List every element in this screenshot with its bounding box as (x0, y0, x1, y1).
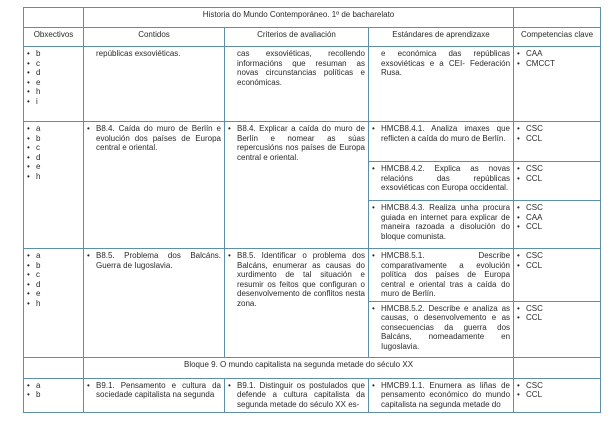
competencias-cell (514, 162, 601, 201)
competencias-list (517, 164, 597, 183)
competencias-list (517, 203, 597, 232)
list-item: • e (27, 78, 80, 88)
list-item: • CSC (517, 304, 597, 314)
competencias-list (517, 381, 597, 400)
competencias-cell (514, 122, 601, 162)
criterios-text: • B8.5. Identificar o problema dos Balcáns, enumerar as causas do xurdimento de tal situación e resumir os feitos que configuran o desenvolvemento de conflitos nesta zona. (228, 251, 365, 308)
header-competencias: Competencias clave (514, 28, 601, 47)
list-item: • CCL (517, 261, 597, 271)
list-item: • CCL (517, 390, 597, 400)
empty-bloque-cell (24, 357, 84, 378)
list-item: • h (27, 172, 80, 182)
list-item: • h (27, 87, 80, 97)
estandares-cell (369, 122, 514, 162)
competencias-cell (514, 378, 601, 412)
contidos-text: • B8.5. Problema dos Balcáns. Guerra de Iugoslavia. (87, 251, 221, 270)
table-row (24, 47, 601, 122)
list-item: • b (27, 390, 80, 400)
estandar-text: • HMCB8.5.2. Describe e analiza as causas, o desenvolvemento e as consecuencias da guerra dos Balcáns, nomeadamente en Iugoslavia. (372, 304, 510, 352)
list-item: • e (27, 162, 80, 172)
list-item: • c (27, 59, 80, 69)
obxectivos-cell (24, 122, 84, 249)
obxectivos-list (27, 124, 80, 181)
criterios-cell (225, 249, 369, 358)
list-item: • c (27, 270, 80, 280)
contidos-cell (84, 47, 225, 122)
list-item: • CSC (517, 251, 597, 261)
estandar-text: • HMCB9.1.1. Enumera as liñas de pensamento económico do mundo capitalista na segunda metade do (372, 381, 510, 410)
list-item: • a (27, 124, 80, 134)
estandares-cell (369, 47, 514, 122)
competencias-cell (514, 201, 601, 249)
obxectivos-list (27, 251, 80, 308)
estandares-cell (369, 162, 514, 201)
competencias-list (517, 49, 597, 68)
criterios-text: • B9.1. Distinguir os postulados que defende a cultura capitalista da segunda metade do século XX es- (228, 381, 365, 410)
list-item: • CSC (517, 164, 597, 174)
obxectivos-cell (24, 249, 84, 358)
table-row (24, 378, 601, 412)
estandar-text: e económica das repúblicas exsoviéticas e a CEI- Federación Rusa. (381, 49, 511, 77)
criterios-cell (225, 47, 369, 122)
empty-bloque-cell (514, 357, 601, 378)
list-item: • CCL (517, 174, 597, 184)
header-estandares: Estándares de aprendizaxe (369, 28, 514, 47)
estandares-cell (369, 378, 514, 412)
obxectivos-cell (24, 47, 84, 122)
estandares-cell (369, 201, 514, 249)
obxectivos-list (27, 381, 80, 400)
list-item: • c (27, 143, 80, 153)
competencias-cell (514, 301, 601, 357)
list-item: • CAA (517, 49, 597, 59)
bloque-heading: Bloque 9. O mundo capitalista na segunda metade do século XX (84, 357, 514, 378)
list-item: • e (27, 289, 80, 299)
obxectivos-list (27, 49, 80, 106)
criterios-cell (225, 378, 369, 412)
criterios-cell (225, 122, 369, 249)
competencias-list (517, 124, 597, 143)
empty-title-cell (514, 8, 601, 28)
list-item: • b (27, 49, 80, 59)
list-item: • b (27, 261, 80, 271)
list-item: • d (27, 280, 80, 290)
list-item: • CCL (517, 313, 597, 323)
contidos-text: • B8.4. Caída do muro de Berlín e evolución dos países de Europa central e oriental. (87, 124, 221, 153)
list-item: • CCL (517, 134, 597, 144)
header-contidos: Contidos (84, 28, 225, 47)
estandar-text: • HMCB8.4.2. Explica as novas relacións das repúblicas exsoviéticas con Europa occidental. (372, 164, 510, 193)
list-item: • a (27, 381, 80, 391)
contidos-text: • B9.1. Pensamento e cultura da sociedade capitalista na segunda (87, 381, 221, 410)
list-item: • h (27, 299, 80, 309)
list-item: • CSC (517, 124, 597, 134)
list-item: • a (27, 251, 80, 261)
obxectivos-cell (24, 378, 84, 412)
list-item: • d (27, 68, 80, 78)
list-item: • i (27, 97, 80, 107)
criterios-text: cas exsoviéticas, recollendo informacións que resuman as novas circunstancias políticas e económicas. (237, 49, 365, 87)
empty-corner-cell (24, 8, 84, 28)
contidos-text: repúblicas exsoviéticas. (96, 49, 181, 58)
contidos-cell (84, 122, 225, 249)
estandares-cell (369, 249, 514, 302)
competencias-cell (514, 47, 601, 122)
list-item: • CMCCT (517, 59, 597, 69)
list-item: • CSC (517, 203, 597, 213)
table-title: Historia do Mundo Contemporáneo. 1º de bacharelato (84, 8, 514, 28)
table-row (24, 122, 601, 162)
list-item: • CAA (517, 213, 597, 223)
competencias-cell (514, 249, 601, 302)
contidos-cell (84, 378, 225, 412)
list-item: • d (27, 153, 80, 163)
competencias-list (517, 304, 597, 323)
criterios-text: • B8.4. Explicar a caída do muro de Berlín e nomear as súas repercusións nos países de Europa central e oriental. (228, 124, 365, 162)
list-item: • b (27, 134, 80, 144)
table-row (24, 249, 601, 302)
header-obxectivos: Obxectivos (24, 28, 84, 47)
contidos-cell (84, 249, 225, 358)
competencias-list (517, 251, 597, 270)
estandar-text: • HMCB8.4.1. Analiza imaxes que reflicten a caída do muro de Berlín. (372, 124, 510, 143)
estandar-text: • HMCB8.4.3. Realiza unha procura guiada en internet para explicar de maneira razoada a disolución do bloque comunista. (372, 203, 510, 241)
list-item: • CCL (517, 222, 597, 232)
list-item: • CSC (517, 381, 597, 391)
estandares-cell (369, 301, 514, 357)
header-criterios: Criterios de avaliación (225, 28, 369, 47)
curriculum-table (23, 7, 601, 413)
estandar-text: • HMCB8.5.1. Describe comparativamente a evolución política dos países de Europa central e oriental tras a caída do muro de Berlín. (372, 251, 510, 299)
